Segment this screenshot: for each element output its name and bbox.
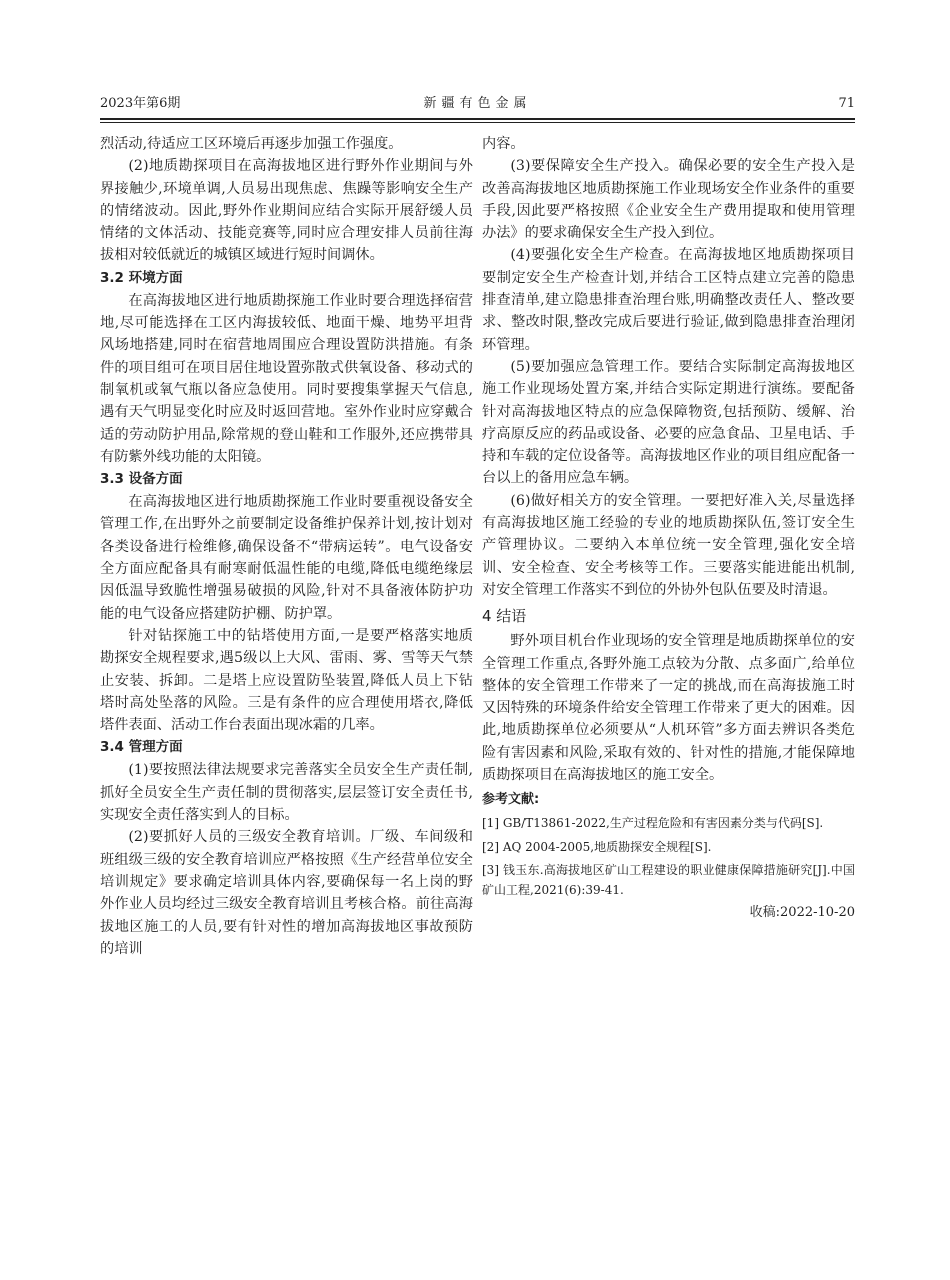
section-heading: 3.3 设备方面 xyxy=(100,471,183,488)
paragraph: (2)要抓好人员的三级安全教育培训。厂级、车间级和班组级三级的安全教育培训应严格按照《生产经营单位安全培训规定》要求确定培训具体内容,要确保每一名上岗的野外作业人员均经过三级安全教育培训且考核合格。前往高海拔地区施工的人员,要有针对性的增加高海拔地区事故预防的培训 xyxy=(100,829,473,957)
paragraph: 烈活动,待适应工区环境后再逐步加强工作强度。 xyxy=(100,136,403,152)
reference-item: [3] 钱玉东.高海拔地区矿山工程建设的职业健康保障措施研究[J].中国矿山工程,2021(6):39-41. xyxy=(482,863,855,897)
paragraph: (3)要保障安全生产投入。确保必要的安全生产投入是改善高海拔地区地质勘探施工作业现场安全作业条件的重要手段,因此要严格按照《企业安全生产费用提取和使用管理办法》的要求确保安全生产投入到位。 xyxy=(482,158,855,242)
reference-item: [2] AQ 2004-2005,地质勘探安全规程[S]. xyxy=(482,839,712,854)
paragraph: (2)地质勘探项目在高海拔地区进行野外作业期间与外界接触少,环境单调,人员易出现焦虑、焦躁等影响安全生产的情绪波动。因此,野外作业期间应结合实际开展舒缓人员情绪的文体活动、技能竞赛等,同时应合理安排人员前往海拔相对较低就近的城镇区域进行短时间调休。 xyxy=(100,158,473,264)
section-heading: 3.4 管理方面 xyxy=(100,739,183,756)
issue-label: 2023年第6期 xyxy=(100,96,181,111)
right-column xyxy=(482,133,855,924)
header-rule-thick xyxy=(100,118,855,120)
left-column xyxy=(100,133,473,960)
paragraph: (5)要加强应急管理工作。要结合实际制定高海拔地区施工作业现场处置方案,并结合实际定期进行演练。要配备针对高海拔地区特点的应急保障物资,包括预防、缓解、治疗高原反应的药品或设备、必要的应急食品、卫星电话、手持和车载的定位设备等。高海拔地区作业的项目组应配备一台以上的备用应急车辆。 xyxy=(482,358,855,487)
paragraph: 内容。 xyxy=(482,136,525,152)
reference-item: [1] GB/T13861-2022,生产过程危险和有害因素分类与代码[S]. xyxy=(482,816,824,831)
page-number: 71 xyxy=(838,96,855,111)
journal-title: 新疆有色金属 xyxy=(423,96,532,111)
section-heading: 3.2 环境方面 xyxy=(100,269,183,286)
paragraph: (6)做好相关方的安全管理。一要把好准入关,尽量选择有高海拔地区施工经验的专业的地质勘探队伍,签订安全生产管理协议。二要纳入本单位统一安全管理,强化安全培训、安全检查、安全考核等工作。三要落实能进能出机制,对安全管理工作落实不到位的外协外包队伍要及时清退。 xyxy=(482,492,855,598)
paragraph: (4)要强化安全生产检查。在高海拔地区地质勘探项目要制定安全生产检查计划,并结合工区特点建立完善的隐患排查清单,建立隐患排查治理台账,明确整改责任人、整改要求、整改时限,整改完成后要进行验证,做到隐患排查治理闭环管理。 xyxy=(482,247,855,353)
paragraph: (1)要按照法律法规要求完善落实全员安全生产责任制,抓好全员安全生产责任制的贯彻落实,层层签订安全责任书,实现安全责任落实到人的目标。 xyxy=(100,762,473,824)
running-header xyxy=(100,92,855,116)
header-rule-thin xyxy=(100,122,855,123)
paragraph: 在高海拔地区进行地质勘探施工作业时要合理选择宿营地,尽可能选择在工区内海拔较低、地面干燥、地势平坦背风场地搭建,同时在宿营地周围应合理设置防洪措施。有条件的项目组可在项目居住地设置弥散式供氧设备、移动式的制氧机或氧气瓶以备应急使用。同时要搜集掌握天气信息,遇有天气明显变化时应及时返回营地。室外作业时应穿戴合适的劳动防护用品,除常规的登山鞋和工作服外,还应携带具有防紫外线功能的太阳镜。 xyxy=(100,292,473,465)
paragraph: 野外项目机台作业现场的安全管理是地质勘探单位的安全管理工作重点,各野外施工点较为分散、点多面广,给单位整体的安全管理工作带来了一定的挑战,而在高海拔施工时又因特殊的环境条件给安全管理工作带来了更大的困难。因此,地质勘探单位必须要从“人机环管”多方面去辨识各类危险有害因素和风险,采取有效的、针对性的措施,才能保障地质勘探项目在高海拔地区的施工安全。 xyxy=(482,633,855,784)
paragraph: 针对钻探施工中的钻塔使用方面,一是要严格落实地质勘探安全规程要求,遇5级以上大风、雷雨、雾、雪等天气禁止安装、拆卸。二是塔上应设置防坠装置,降低人员上下钻塔时高处坠落的风险。三是有条件的应合理使用塔衣,降低塔件表面、活动工作台表面出现冰霜的几率。 xyxy=(100,627,473,734)
paragraph: 在高海拔地区进行地质勘探施工作业时要重视设备安全管理工作,在出野外之前要制定设备维护保养计划,按计划对各类设备进行检维修,确保设备不“带病运转”。电气设备安全方面应配备具有耐寒耐低温性能的电缆,降低电缆绝缘层因低温导致脆性增强易破损的风险,针对不具备液体防护功能的电气设备应搭建防护棚、防护罩。 xyxy=(100,494,473,622)
conclusion-heading: 4 结语 xyxy=(482,607,527,626)
received-date: 收稿:2022-10-20 xyxy=(749,905,855,921)
references-title: 参考文献: xyxy=(482,792,540,808)
